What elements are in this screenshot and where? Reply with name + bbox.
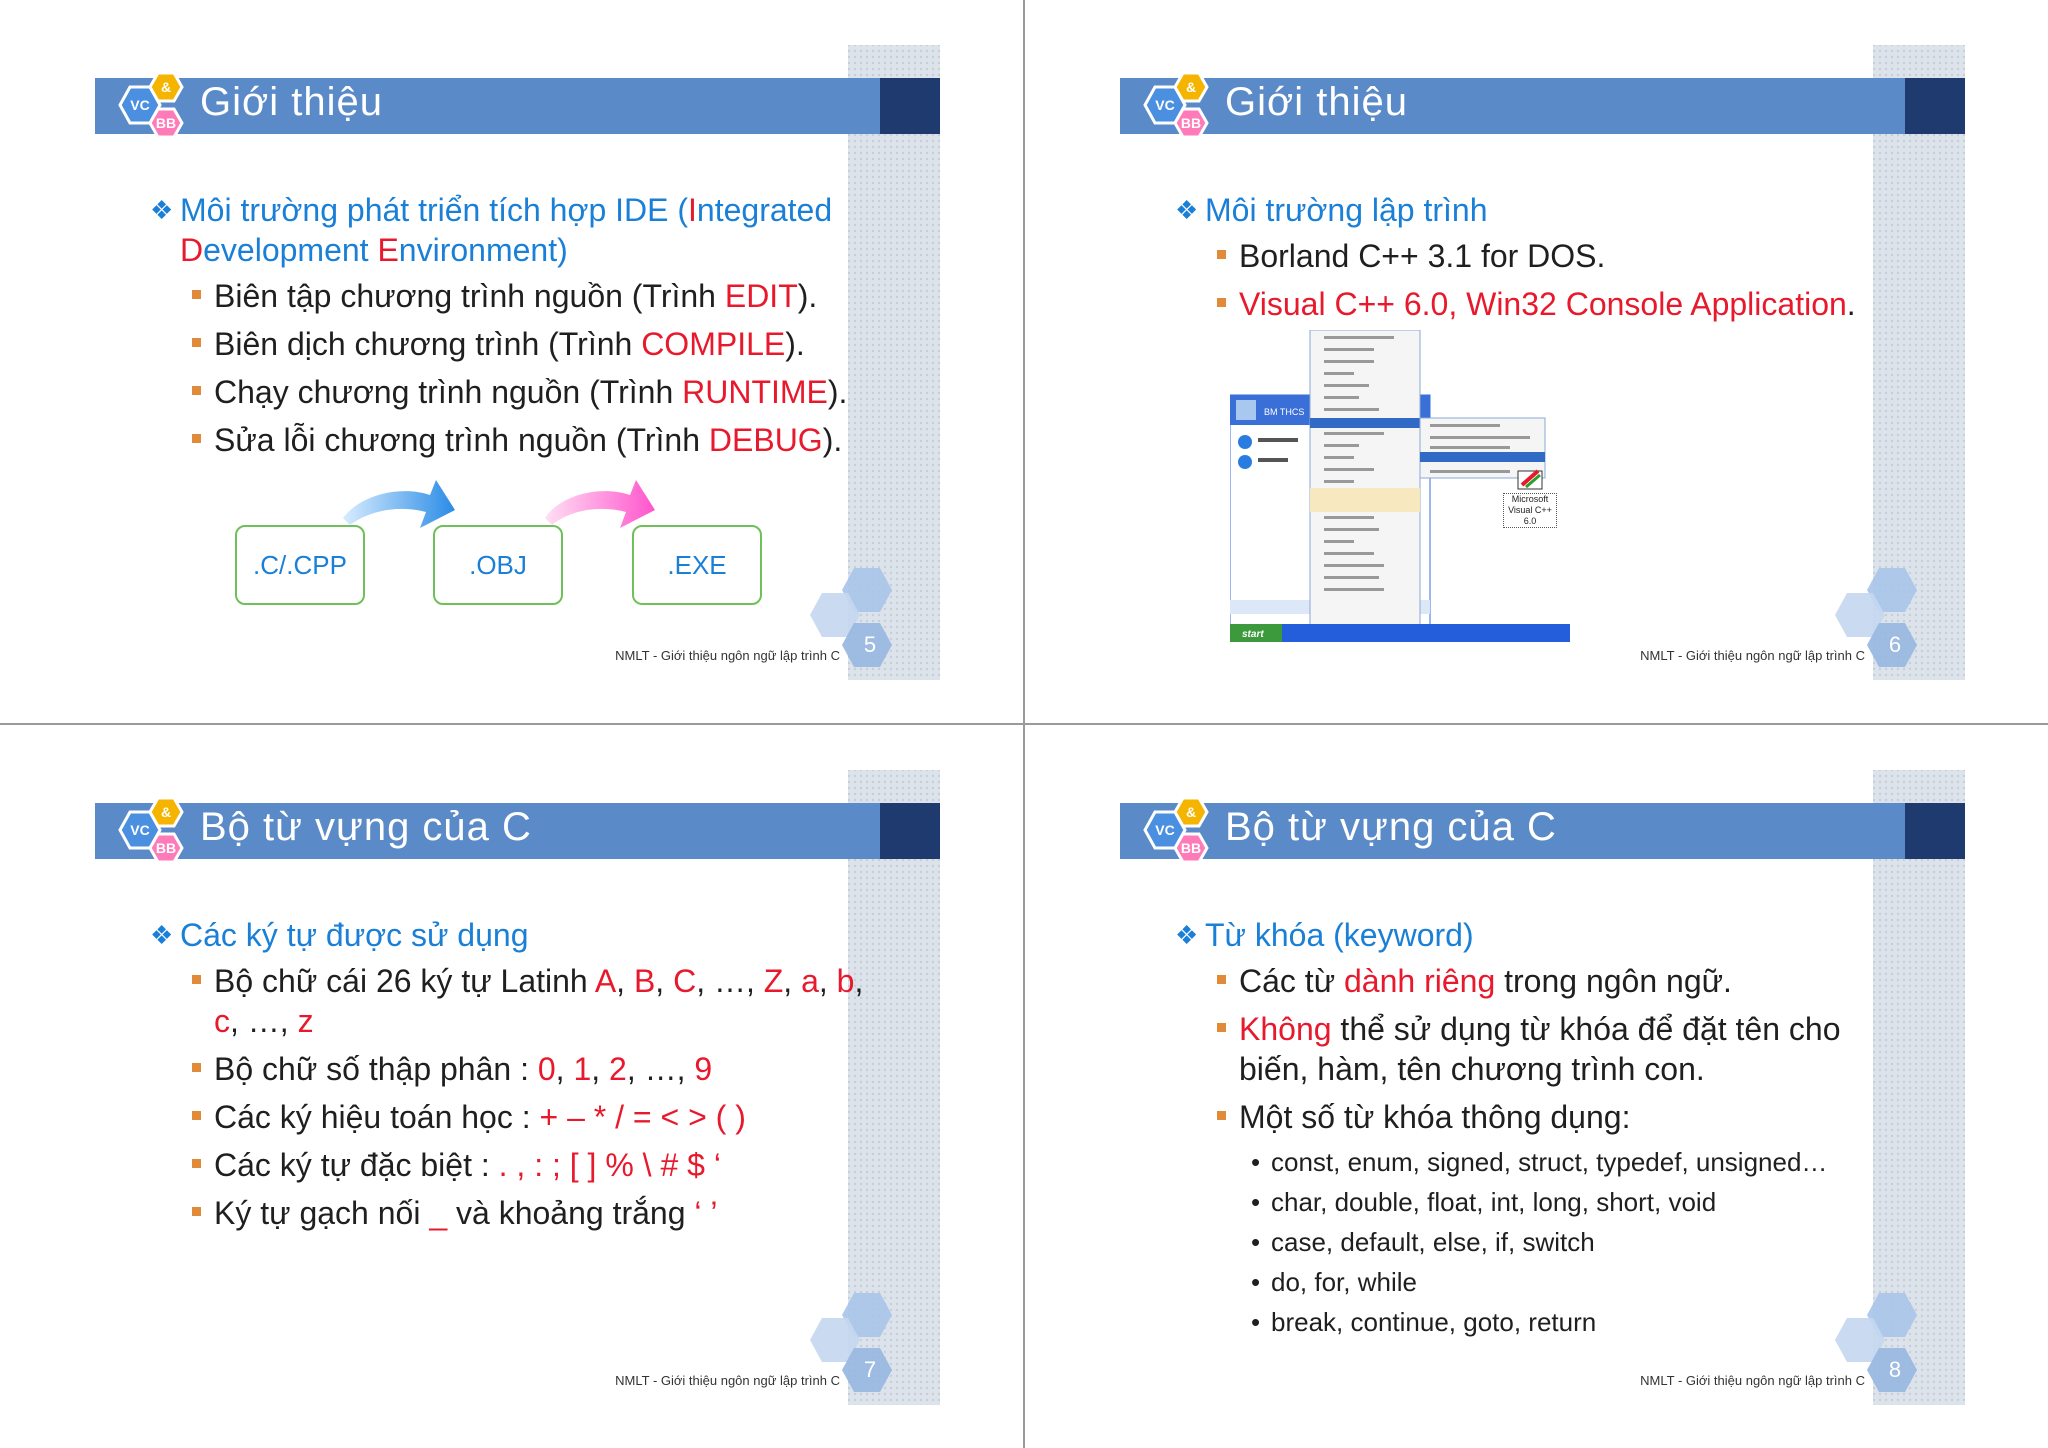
square-bullet-icon [1217,298,1226,307]
slide-title: Bộ từ vựng của C [1225,805,1557,849]
diamond-bullet-icon: ❖ [1175,195,1199,225]
dot-bullet-icon: • [1251,1187,1261,1217]
dot-bullet-icon: • [1251,1307,1261,1337]
svg-text:VC: VC [1155,97,1175,113]
svg-text:VC: VC [130,97,150,113]
diamond-bullet-icon: ❖ [150,920,174,950]
keyword-item: • char, double, float, int, long, short, void [1251,1187,1717,1217]
keyword-item: • do, for, while [1251,1267,1417,1297]
keyword-item: • break, continue, goto, return [1251,1307,1597,1337]
svg-text:BB: BB [155,115,177,131]
flow-box-exe: .EXE [632,525,762,605]
slide-footer: NMLT - Giới thiệu ngôn ngữ lập trình C [615,1373,840,1388]
square-bullet-icon [192,338,201,347]
heading-bullet: ❖ Môi trường phát triển tích hợp IDE (Integrated Development Environment) [150,192,833,268]
list-item: Visual C++ 6.0, Win32 Console Application. [1175,284,1959,324]
slide-6 [1025,0,2045,720]
square-bullet-icon [192,1111,201,1120]
square-bullet-icon [192,1159,201,1168]
slide-5 [0,0,1020,720]
square-bullet-icon [192,386,201,395]
svg-text:VC: VC [130,822,150,838]
keyword-item: • const, enum, signed, struct, typedef, unsigned… [1251,1147,1828,1177]
heading-bullet: ❖ Các ký tự được sử dụng [150,917,529,953]
heading-bullet: ❖ Từ khóa (keyword) [1175,917,1474,953]
visual-cpp-desktop-icon: Microsoft Visual C++ 6.0 [1503,465,1559,537]
square-bullet-icon [1217,1023,1226,1032]
page-number: 5 [863,632,877,657]
square-bullet-icon [1217,1111,1226,1120]
svg-text:start: start [1242,629,1264,640]
svg-text:&: & [1185,79,1197,95]
paintbrush-icon [1516,465,1546,493]
slide-7 [0,725,1020,1445]
vc-bb-logo-icon [110,65,190,145]
square-bullet-icon [1217,250,1226,259]
dot-bullet-icon: • [1251,1147,1261,1177]
slide-8 [1025,725,2045,1445]
vc-bb-logo-icon [1135,65,1215,145]
list-item: Bộ chữ số thập phân : 0, 1, 2, …, 9 [150,1049,870,1089]
square-bullet-icon [1217,975,1226,984]
dot-bullet-icon: • [1251,1267,1261,1297]
list-item: Các từ dành riêng trong ngôn ngữ. [1175,961,1895,1001]
heading-bullet: ❖ Môi trường lập trình [1175,192,1488,228]
slide-footer: NMLT - Giới thiệu ngôn ngữ lập trình C [1640,648,1865,663]
list-item: Một số từ khóa thông dụng: [1175,1097,1895,1137]
svg-text:&: & [1185,804,1197,820]
page-number: 6 [1888,632,1902,657]
list-item: Bộ chữ cái 26 ký tự Latinh A, B, C, …, Z, a, b, c, …, z [150,961,870,1041]
square-bullet-icon [192,290,201,299]
vc-bb-logo-icon [1135,790,1215,870]
list-item: Biên dịch chương trình (Trình COMPILE). [150,324,870,364]
list-item: Ký tự gạch nối _ và khoảng trắng ‘ ’ [150,1193,870,1233]
slide-title: Giới thiệu [200,80,383,124]
slide-content [150,190,870,468]
diamond-bullet-icon: ❖ [1175,920,1199,950]
list-item: Không thể sử dụng từ khóa để đặt tên cho biến, hàm, tên chương trình con. [1175,1009,1859,1089]
flow-box-source: .C/.CPP [235,525,365,605]
square-bullet-icon [192,1063,201,1072]
svg-text:BM THCS: BM THCS [1264,407,1305,417]
slide-footer: NMLT - Giới thiệu ngôn ngữ lập trình C [615,648,840,663]
slide-content [150,915,870,1241]
slide-content [1175,190,1895,332]
slide-title: Bộ từ vựng của C [200,805,532,849]
dot-bullet-icon: • [1251,1227,1261,1257]
svg-text:VC: VC [1155,822,1175,838]
svg-text:&: & [160,79,172,95]
list-item: Các ký hiệu toán học : + – * / = < > ( ) [150,1097,870,1137]
slide-content [1175,915,1895,1345]
slide-title: Giới thiệu [1225,80,1408,124]
list-item: Borland C++ 3.1 for DOS. [1175,236,1895,276]
svg-text:BB: BB [1180,115,1202,131]
list-item: Biên tập chương trình nguồn (Trình EDIT). [150,276,870,316]
list-item: Các ký tự đặc biệt : . , : ; [ ] % \ # $ ‘ [150,1145,870,1185]
svg-text:&: & [160,804,172,820]
slide-footer: NMLT - Giới thiệu ngôn ngữ lập trình C [1640,1373,1865,1388]
square-bullet-icon [192,975,201,984]
square-bullet-icon [192,1207,201,1216]
svg-text:BB: BB [1180,840,1202,856]
list-item: Sửa lỗi chương trình nguồn (Trình DEBUG). [150,420,870,460]
flow-box-object: .OBJ [433,525,563,605]
page-number: 7 [863,1357,877,1382]
list-item: Chạy chương trình nguồn (Trình RUNTIME). [150,372,870,412]
keyword-item: • case, default, else, if, switch [1251,1227,1595,1257]
page-number: 8 [1888,1357,1902,1382]
vc-bb-logo-icon [110,790,190,870]
square-bullet-icon [192,434,201,443]
svg-text:BB: BB [155,840,177,856]
diamond-bullet-icon: ❖ [150,195,174,225]
